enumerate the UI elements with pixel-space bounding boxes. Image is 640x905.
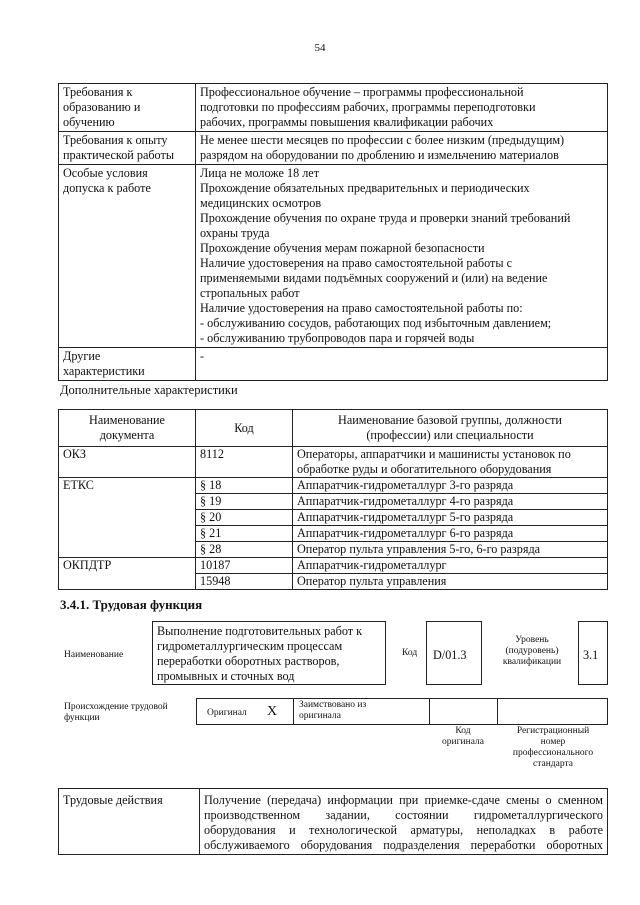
value-line: разрядом на оборудовании по дроблению и измельчению материалов bbox=[200, 148, 559, 162]
value-line: стропальных работ bbox=[200, 286, 300, 300]
header-name bbox=[293, 410, 608, 447]
caption-line: номер bbox=[540, 737, 566, 747]
label-line: обучению bbox=[63, 115, 115, 129]
name-cell: Оператор пульта управления 5-го, 6-го разряда bbox=[293, 542, 608, 558]
code-cell: § 19 bbox=[196, 494, 293, 510]
name-cell: Аппаратчик-гидрометаллург bbox=[293, 558, 608, 574]
table-row bbox=[59, 84, 608, 132]
value-line: медицинских осмотров bbox=[200, 196, 322, 210]
borrowed-label bbox=[299, 700, 366, 722]
cell-divider bbox=[497, 698, 498, 725]
qualification-level-label bbox=[490, 635, 574, 668]
code-cell: § 18 bbox=[196, 478, 293, 494]
table-row bbox=[59, 165, 608, 348]
label-line: образованию и bbox=[63, 100, 141, 114]
table-row bbox=[59, 447, 608, 478]
caption-line: профессионального bbox=[512, 748, 594, 758]
doc-cell: ОКПДТР bbox=[59, 558, 196, 590]
header-code: Код bbox=[196, 410, 293, 447]
header-line: Наименование bbox=[89, 413, 165, 427]
name-cell: Оператор пульта управления bbox=[293, 574, 608, 590]
additional-characteristics-title: Дополнительные характеристики bbox=[60, 383, 238, 397]
function-code-box: D/01.3 bbox=[426, 621, 482, 685]
action-line: Получение (передача) информации при приемке-сдаче смены о сменном bbox=[204, 793, 603, 807]
name-cell: Аппаратчик-гидрометаллург 5-го разряда bbox=[293, 510, 608, 526]
doc-cell: ЕТКС bbox=[59, 478, 196, 558]
header-line: Наименование базовой группы, должности bbox=[338, 413, 562, 427]
value-line: Наличие удостоверения на право самостоятельной работы с bbox=[200, 256, 513, 270]
label-line: Особые условия bbox=[63, 166, 148, 180]
code-cell: 8112 bbox=[196, 447, 293, 478]
header-document bbox=[59, 410, 196, 447]
name-cell bbox=[293, 447, 608, 478]
name-cell: Аппаратчик-гидрометаллург 3-го разряда bbox=[293, 478, 608, 494]
name-line: промывных и сточных вод bbox=[157, 669, 295, 683]
name-cell: Аппаратчик-гидрометаллург 4-го разряда bbox=[293, 494, 608, 510]
doc-cell: ОКЗ bbox=[59, 447, 196, 478]
code-cell: § 21 bbox=[196, 526, 293, 542]
cell-divider bbox=[429, 698, 430, 725]
value-line: Профессиональное обучение – программы профессиональной bbox=[200, 85, 524, 99]
action-line: оборудования и технологической арматуры, неполадках в работе bbox=[204, 823, 603, 837]
code-cell: § 20 bbox=[196, 510, 293, 526]
header-line: (профессии) или специальности bbox=[366, 428, 534, 442]
original-mark: X bbox=[267, 704, 278, 719]
name-line: гидрометаллургическим процессам bbox=[157, 639, 343, 653]
caption-line: стандарта bbox=[533, 759, 573, 769]
requirement-label bbox=[59, 132, 196, 165]
label-line: практической работы bbox=[63, 148, 175, 162]
value-line: - bbox=[200, 349, 205, 363]
label-line: допуска к работе bbox=[63, 181, 151, 195]
function-name-label: Наименование bbox=[64, 650, 124, 660]
origin-label bbox=[64, 702, 168, 724]
requirement-value bbox=[196, 84, 608, 132]
value-line: - обслуживанию трубопроводов пара и горячей воды bbox=[200, 331, 475, 345]
labor-actions-label: Трудовые действия bbox=[59, 789, 200, 855]
labor-actions-table bbox=[58, 788, 608, 855]
qualification-level-box: 3.1 bbox=[578, 621, 608, 685]
label-line: характеристики bbox=[63, 364, 145, 378]
value-line: Наличие удостоверения на право самостоятельной работы по: bbox=[200, 301, 523, 315]
value-line: Прохождение обучения мерам пожарной безопасности bbox=[200, 241, 485, 255]
value-line: Прохождение обязательных предварительных и периодических bbox=[200, 181, 530, 195]
table-row bbox=[59, 348, 608, 381]
labor-actions-value bbox=[200, 789, 608, 855]
additional-characteristics-table bbox=[58, 409, 608, 590]
requirement-label bbox=[59, 348, 196, 381]
label-line: Заимствовано из bbox=[299, 700, 367, 710]
caption-line: Регистрационный bbox=[516, 726, 590, 736]
function-name-box bbox=[152, 621, 386, 685]
name-line: Операторы, аппаратчики и машинисты установок по bbox=[297, 447, 571, 461]
code-cell: 15948 bbox=[196, 574, 293, 590]
action-line: производственном задании, состоянии гидрометаллургического bbox=[204, 808, 603, 822]
value-line: применяемыми видами подъёмных сооружений и (или) на ведение bbox=[200, 271, 548, 285]
name-line: Выполнение подготовительных работ к bbox=[157, 624, 363, 638]
action-line: обслуживаемого оборудования подразделения переработки оборотных bbox=[204, 838, 603, 852]
table-row bbox=[59, 132, 608, 165]
label-line: Требования к опыту bbox=[63, 133, 168, 147]
label-line: функции bbox=[64, 713, 100, 723]
value-line: подготовки по профессиям рабочих, программы переподготовки bbox=[200, 100, 536, 114]
table-row bbox=[59, 478, 608, 494]
requirement-label bbox=[59, 165, 196, 348]
label-line: Другие bbox=[63, 349, 101, 363]
header-line: документа bbox=[99, 428, 155, 442]
label-line: квалификации bbox=[502, 657, 562, 667]
table-row bbox=[59, 558, 608, 574]
registration-number-caption bbox=[500, 726, 606, 770]
value-line: рабочих, программы повышения квалификации рабочих bbox=[200, 115, 494, 129]
cell-divider bbox=[293, 698, 294, 725]
caption-line: оригинала bbox=[442, 737, 484, 747]
label-line: оригинала bbox=[299, 711, 341, 721]
table-header-row bbox=[59, 410, 608, 447]
label-line: Требования к bbox=[63, 85, 133, 99]
requirement-value bbox=[196, 165, 608, 348]
function-code-label: Код bbox=[402, 648, 418, 658]
name-cell: Аппаратчик-гидрометаллург 6-го разряда bbox=[293, 526, 608, 542]
value-line: Не менее шести месяцев по профессии с более низким (предыдущим) bbox=[200, 133, 565, 147]
value-line: Лица не моложе 18 лет bbox=[200, 166, 320, 180]
name-line: обработке руды и обогатительного оборудования bbox=[297, 462, 552, 476]
label-line: Происхождение трудовой bbox=[64, 702, 168, 712]
table-row bbox=[59, 789, 608, 855]
origin-table bbox=[196, 698, 608, 725]
original-label: Оригинал bbox=[207, 708, 247, 718]
label-line: Уровень bbox=[515, 635, 549, 645]
function-heading: 3.4.1. Трудовая функция bbox=[60, 597, 203, 612]
caption-line: Код bbox=[455, 726, 471, 736]
value-line: - обслуживанию сосудов, работающих под избыточным давлением; bbox=[200, 316, 552, 330]
value-line: охраны труда bbox=[200, 226, 270, 240]
code-cell: § 28 bbox=[196, 542, 293, 558]
requirement-value bbox=[196, 348, 608, 381]
label-line: (подуровень) bbox=[505, 646, 559, 656]
code-original-caption bbox=[428, 726, 498, 748]
requirement-value bbox=[196, 132, 608, 165]
requirement-label bbox=[59, 84, 196, 132]
value-line: Прохождение обучения по охране труда и проверки знаний требований bbox=[200, 211, 571, 225]
name-line: переработки оборотных растворов, bbox=[157, 654, 340, 668]
requirements-table bbox=[58, 83, 608, 381]
page-number: 54 bbox=[314, 42, 326, 54]
code-cell: 10187 bbox=[196, 558, 293, 574]
